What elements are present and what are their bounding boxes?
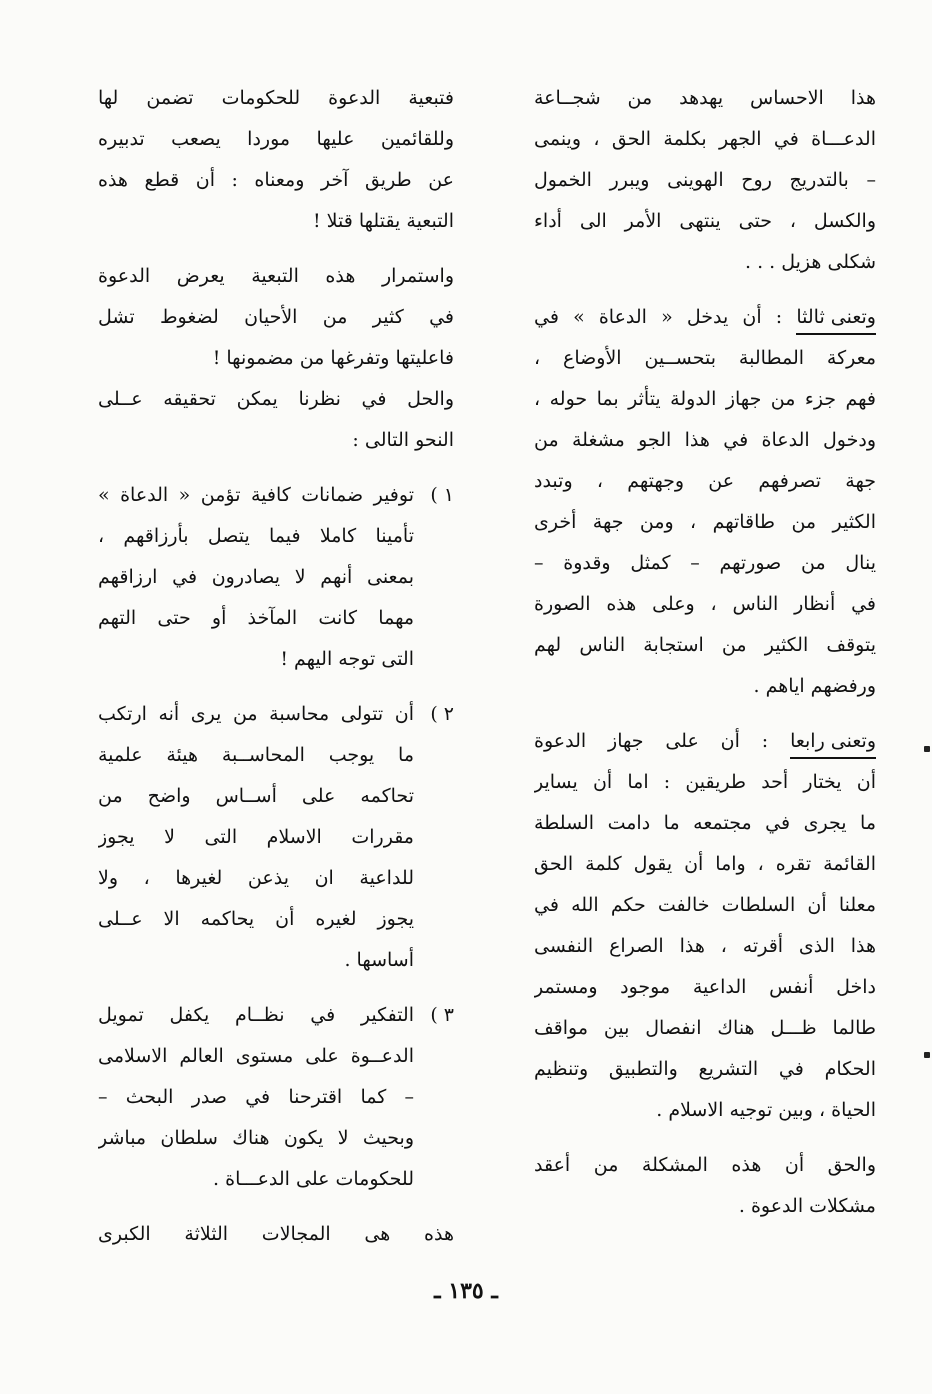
text-line: التبعية يقتلها قتلا ! <box>313 210 454 232</box>
list-number: ٣ ) <box>430 1004 454 1026</box>
text-line: وتعنى رابعا : أن على جهاز الدعوة <box>534 721 876 762</box>
text-line: مقررات الاسلام التى لا يجوز <box>98 826 414 848</box>
right-column <box>534 78 876 1241</box>
text-line: والكسل ، حتى ينتهى الأمر الى أداء <box>534 210 876 232</box>
text-line: الدعـــاة في الجهر بكلمة الحق ، وينمى <box>534 128 876 150</box>
text-line: وبحيث لا يكون هناك سلطان مباشر <box>98 1127 414 1149</box>
paragraph-continuation <box>98 256 454 379</box>
text-line: بمعنى أنهم لا يصادرون في ارزاقهم <box>98 566 414 588</box>
text-line: الحياة ، وبين توجيه الاسلام . <box>656 1099 876 1121</box>
text-line: عن طريق آخر ومعناه : أن قطع هذه <box>98 169 454 191</box>
text-line: مشكلات الدعوة . <box>738 1195 876 1217</box>
underlined-heading: وتعنى رابعا <box>790 725 876 759</box>
text-line: الحكام في التشريع والتطبيق وتنظيم <box>534 1058 876 1080</box>
text-line: داخل أنفس الداعية موجود ومستمر <box>534 976 876 998</box>
text-line: أن يختار أحد طريقين : اما أن يساير <box>534 771 876 793</box>
text-line: التى توجه اليهم ! <box>280 648 414 670</box>
text-line: ودخول الدعاة في هذا الجو مشغلة من <box>534 429 876 451</box>
text-line: ما يجرى في مجتمعه ما دامت السلطة <box>534 812 876 834</box>
left-column <box>98 78 454 1255</box>
list-number: ٢ ) <box>430 703 454 725</box>
text-line: الكثير من طاقاتهم ، ومن جهة أخرى <box>534 511 876 533</box>
text-line: معركة المطالبة بتحســين الأوضاع ، <box>534 347 876 369</box>
text-line: في كثير من الأحيان لضغوط تشل <box>98 306 454 328</box>
list-number: ١ ) <box>430 484 454 506</box>
text-line: وللقائمين عليها موردا يصعب تدبيره <box>98 128 454 150</box>
margin-mark <box>924 1052 930 1058</box>
text-line: فتبعية الدعوة للحكومات تضمن لها <box>98 87 454 109</box>
text-line: أساسها . <box>344 949 414 971</box>
text-line: يجوز لغيره أن يحاكمه الا عــلى <box>98 908 414 930</box>
text-line: وتعنى ثالثا : أن يدخل « الدعاة » في <box>534 297 876 338</box>
text-line: هذا الاحساس يهدهد من شجــاعة <box>534 87 876 109</box>
text-line: – بالتدريج روح الهوينى ويبرر الخمول <box>534 169 876 191</box>
list-item <box>98 995 454 1200</box>
paragraph-dependency <box>98 78 454 242</box>
text-line: مهما كانت المآخذ أو حتى التهم <box>98 607 414 629</box>
text-line: معلنا أن السلطات خالفت حكم الله في <box>534 894 876 916</box>
text-line: تأمينا كاملا فيما يتصل بأرزاقهم ، <box>98 525 414 547</box>
text-line: النحو التالى : <box>352 429 454 451</box>
list-item <box>98 475 454 680</box>
text-line: فهم جزء من جهاز الدولة يتأثر بما حوله ، <box>534 388 876 410</box>
margin-mark <box>924 746 930 752</box>
text-line: التفكير في نظــام يكفل تمويل <box>98 1004 414 1026</box>
text-line: ينال من صورتهم – كمثل وقدوة – <box>534 552 876 574</box>
text-line: يتوقف الكثير من استجابة الناس لهم <box>534 634 876 656</box>
text-line: القائمة تقره ، واما أن يقول كلمة الحق <box>534 853 876 875</box>
text-line: والحل في نظرنا يمكن تحقيقه عــلى <box>98 388 454 410</box>
text-line: والحق أن هذه المشكلة من أعقد <box>534 1154 876 1176</box>
text-line: فاعليتها وتفرغها من مضمونها ! <box>212 347 454 369</box>
text-line: طالما ظـــل هناك انفصال بين مواقف <box>534 1017 876 1039</box>
text-line: واستمرار هذه التبعية يعرض الدعوة <box>98 265 454 287</box>
list-item <box>98 694 454 981</box>
paragraph-third <box>534 297 876 707</box>
paragraph-closing <box>98 1214 454 1255</box>
paragraph-intro <box>534 78 876 283</box>
text-line: تحاكمه على أســاس واضح من <box>98 785 414 807</box>
page-number: ـ ١٣٥ ـ <box>434 1278 498 1304</box>
paragraph-conclusion <box>534 1145 876 1227</box>
text-line: ما يوجب المحاســبة هيئة علمية <box>98 744 414 766</box>
text-line: للداعية ان يذعن لغيرها ، ولا <box>98 867 414 889</box>
underlined-heading: وتعنى ثالثا <box>796 301 876 335</box>
text-line: الدعــوة على مستوى العالم الاسلامى <box>98 1045 414 1067</box>
text-line: أن تتولى محاسبة من يرى أنه ارتكب <box>98 703 414 725</box>
paragraph-solution <box>98 379 454 461</box>
text-line: هذا الذى أقرته ، هذا الصراع النفسى <box>534 935 876 957</box>
text-line: شكلى هزيل . . . <box>745 251 876 273</box>
text-line: جهة تصرفهم عن وجهتهم ، وتبدد <box>534 470 876 492</box>
text-line: – كما اقترحنا في صدر البحث – <box>98 1086 414 1108</box>
paragraph-fourth <box>534 721 876 1131</box>
text-line: هذه هى المجالات الثلاثة الكبرى <box>98 1223 454 1245</box>
text-line: ورفضهم اياهم . <box>753 675 876 697</box>
text-line: توفير ضمانات كافية تؤمن « الدعاة » <box>98 484 414 506</box>
text-line: في أنظار الناس ، وعلى هذه الصورة <box>534 593 876 615</box>
text-line: للحكومات على الدعـــاة . <box>213 1168 414 1190</box>
